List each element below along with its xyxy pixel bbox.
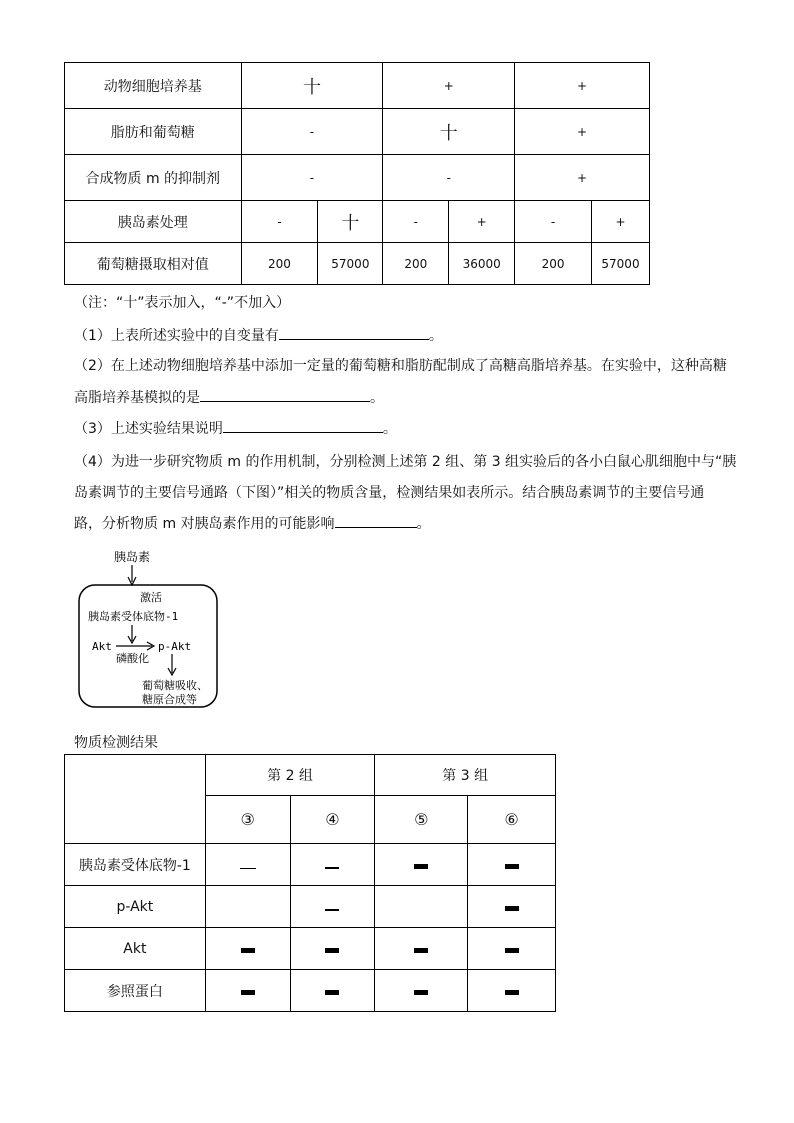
western-blot-band	[325, 990, 339, 995]
western-blot-band	[240, 868, 256, 869]
insulin-label: 胰岛素	[114, 550, 151, 564]
band-cell	[468, 970, 556, 1012]
band-cell	[375, 844, 468, 886]
table-cell: +	[592, 201, 650, 243]
western-blot-band	[241, 990, 255, 995]
table-cell: 200	[383, 243, 449, 285]
band-cell	[290, 886, 375, 928]
band-cell	[375, 928, 468, 970]
row-label: 胰岛素处理	[65, 201, 242, 243]
experiment-table	[64, 62, 650, 285]
band-cell	[468, 928, 556, 970]
table-cell: 57000	[318, 243, 383, 285]
table-row	[65, 844, 556, 886]
table-row	[65, 886, 556, 928]
results-title: 物质检测结果	[74, 735, 158, 751]
question-1-text: （1）上表所述实验中的自变量有	[74, 328, 279, 344]
period: 。	[370, 390, 384, 406]
question-4c-text: 路，分析物质 m 对胰岛素作用的可能影响	[74, 516, 335, 532]
table-row	[65, 970, 556, 1012]
western-blot-band	[414, 864, 428, 869]
group-2-header: 第 2 组	[205, 755, 375, 796]
row-label: 脂肪和葡萄糖	[65, 109, 242, 155]
question-3-text: （3）上述实验结果说明	[74, 421, 223, 437]
western-blot-band	[505, 948, 519, 953]
western-blot-band	[325, 909, 339, 911]
row-label: p-Akt	[65, 886, 206, 928]
table-cell: 200	[241, 243, 318, 285]
band-cell	[205, 886, 290, 928]
row-label: Akt	[65, 928, 206, 970]
results-body	[65, 844, 556, 1012]
table-row	[65, 928, 556, 970]
answer-blank-1[interactable]	[279, 325, 429, 340]
period: 。	[416, 516, 431, 532]
western-blot-band	[414, 990, 428, 995]
band-cell	[290, 970, 375, 1012]
table-cell: 200	[515, 243, 592, 285]
table-cell: -	[383, 201, 449, 243]
table-cell: 36000	[449, 243, 515, 285]
question-2a: （2）在上述动物细胞培养基中添加一定量的葡萄糖和脂肪配制成了高糖高脂培养基。在实验中，这种高糖	[74, 358, 727, 374]
corner-cell	[65, 755, 206, 844]
band-cell	[468, 886, 556, 928]
western-blot-band	[505, 864, 519, 869]
table-cell: -	[241, 109, 383, 155]
table-cell: -	[241, 201, 318, 243]
table-cell: +	[449, 201, 515, 243]
question-2b-text: 高脂培养基模拟的是	[74, 390, 200, 406]
table-cell: -	[241, 155, 383, 201]
effect-label-2: 糖原合成等	[142, 693, 197, 706]
band-cell	[375, 970, 468, 1012]
lane-header: ⑤	[375, 796, 468, 844]
table-note: （注：“十”表示加入，“-”不加入）	[74, 295, 291, 311]
insulin-pathway-diagram	[74, 545, 234, 715]
substrate-label: 胰岛素受体底物-1	[88, 610, 179, 623]
table-cell: 十	[383, 109, 515, 155]
lane-header: ⑥	[468, 796, 556, 844]
table-row	[65, 109, 650, 155]
table-cell: +	[515, 109, 650, 155]
activate-label: 激活	[140, 591, 162, 604]
band-cell	[468, 844, 556, 886]
western-blot-band	[325, 867, 339, 869]
question-4a: （4）为进一步研究物质 m 的作用机制，分别检测上述第 2 组、第 3 组实验后的各小白鼠心肌细胞中与“胰	[74, 454, 737, 470]
akt-label: Akt	[92, 640, 112, 653]
row-label: 葡萄糖摄取相对值	[65, 243, 242, 285]
answer-blank-3[interactable]	[223, 418, 383, 433]
effect-label-1: 葡萄糖吸收、	[142, 679, 208, 692]
western-blot-band	[505, 906, 519, 911]
group-3-header: 第 3 组	[375, 755, 556, 796]
pakt-label: p-Akt	[158, 640, 192, 653]
western-blot-band	[325, 948, 339, 953]
lane-header: ④	[290, 796, 375, 844]
table-cell: 十	[241, 63, 383, 109]
table-row	[65, 63, 650, 109]
band-cell	[375, 886, 468, 928]
question-1	[74, 325, 443, 345]
table-cell: -	[515, 201, 592, 243]
table-cell: -	[383, 155, 515, 201]
question-3	[74, 418, 397, 438]
period: 。	[428, 328, 443, 344]
band-cell	[205, 928, 290, 970]
table-cell: +	[515, 63, 650, 109]
table-row	[65, 755, 556, 796]
table-cell: 57000	[592, 243, 650, 285]
western-blot-band	[241, 948, 255, 953]
table-cell: +	[515, 155, 650, 201]
table-row	[65, 155, 650, 201]
answer-blank-4[interactable]	[335, 513, 417, 528]
table-row	[65, 201, 650, 243]
table-cell: +	[383, 63, 515, 109]
question-4c	[74, 513, 431, 533]
row-label: 参照蛋白	[65, 970, 206, 1012]
row-label: 合成物质 m 的抑制剂	[65, 155, 242, 201]
western-blot-band	[505, 990, 519, 995]
band-cell	[205, 844, 290, 886]
band-cell	[205, 970, 290, 1012]
detection-results-table	[64, 754, 556, 1012]
row-label: 胰岛素受体底物-1	[65, 844, 206, 886]
row-label: 动物细胞培养基	[65, 63, 242, 109]
period: 。	[382, 421, 397, 437]
lane-header: ③	[205, 796, 290, 844]
band-cell	[290, 928, 375, 970]
phosphorylation-label: 磷酸化	[116, 652, 149, 665]
western-blot-band	[414, 948, 428, 953]
question-4b: 岛素调节的主要信号通路（下图）”相关的物质含量，检测结果如表所示。结合胰岛素调节的主要信号通	[74, 485, 705, 501]
question-2b	[74, 387, 384, 407]
answer-blank-2[interactable]	[200, 387, 370, 402]
table-row	[65, 243, 650, 285]
band-cell	[290, 844, 375, 886]
table-cell: 十	[318, 201, 383, 243]
